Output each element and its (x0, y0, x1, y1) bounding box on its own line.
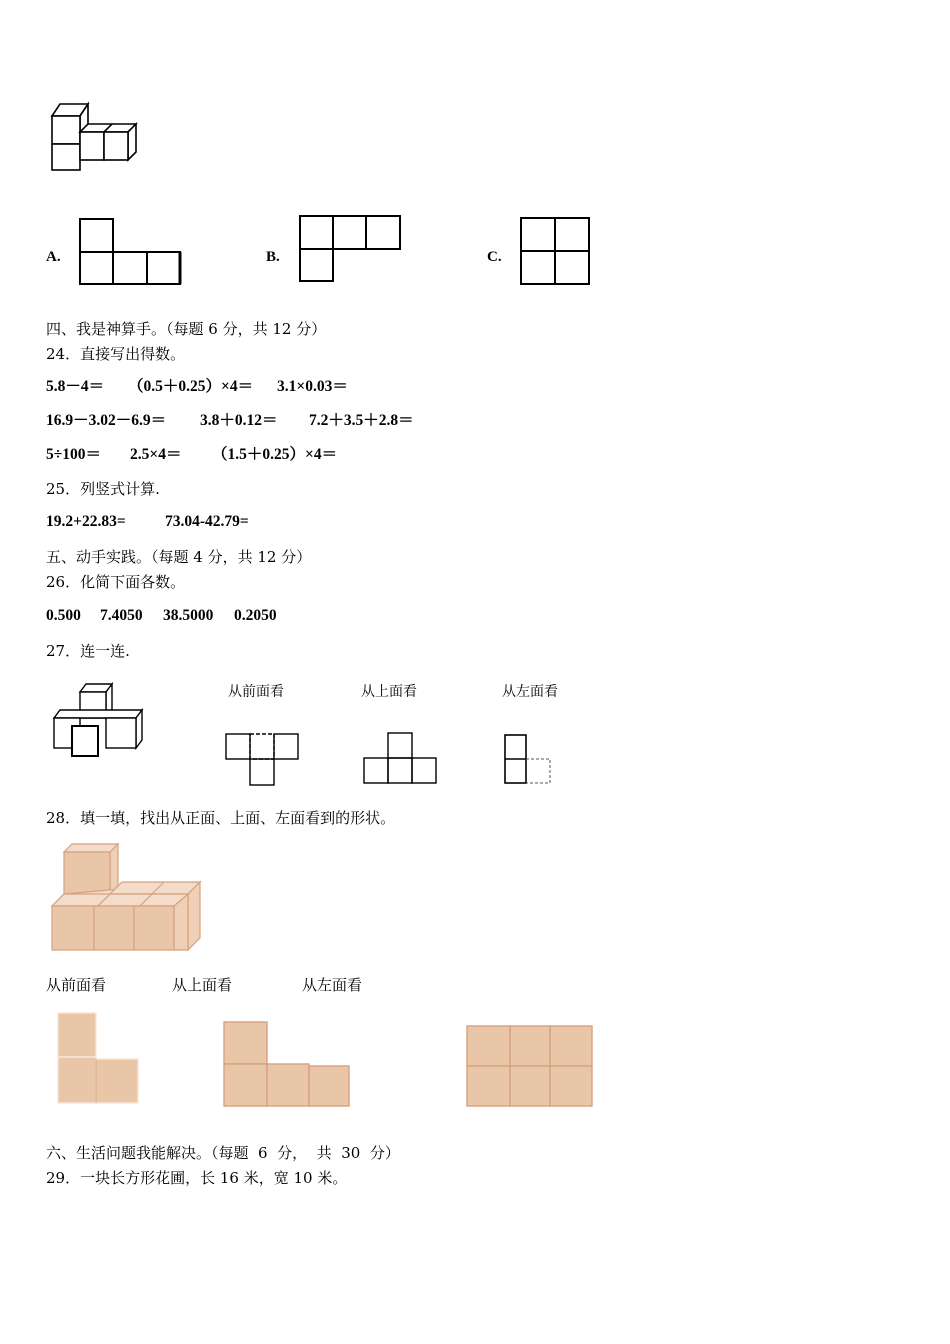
q24-row3-item1: 5÷100＝ (46, 446, 102, 463)
section5-header: 五、动手实践。（每题 4 分，共 12 分） (46, 548, 312, 566)
q28-view-top-label: 从上面看 (172, 976, 233, 994)
q26-number1: 0.500 (46, 607, 81, 624)
section6-header: 六、生活问题我能解决。（每题 6 分， 共 30 分） (46, 1144, 400, 1162)
q26-title: 26．化简下面各数。 (46, 573, 186, 591)
q28-view-left-label: 从左面看 (302, 976, 363, 994)
q27-view-left-figure[interactable] (504, 734, 556, 788)
q27-title: 27．连一连. (46, 642, 130, 660)
q24-row1-item3: 3.1×0.03＝ (277, 378, 348, 395)
q24-title: 24．直接写出得数。 (46, 345, 186, 363)
q25-title: 25．列竖式计算. (46, 480, 160, 498)
cube-stack-figure (48, 100, 140, 174)
q28-solid-figure (50, 842, 206, 954)
q26-number3: 38.5000 (163, 607, 214, 624)
q26-number4: 0.2050 (234, 607, 277, 624)
q24-row1-item2: （0.5＋0.25）×4＝ (128, 378, 254, 395)
q27-view-front-figure[interactable] (225, 733, 301, 787)
q28-view-left-figure[interactable] (465, 1024, 595, 1110)
q28-view-front-figure[interactable] (56, 1012, 142, 1106)
option-c-figure[interactable] (519, 216, 593, 286)
q25-item2: 73.04-42.79= (165, 513, 249, 530)
option-b-label: B. (266, 249, 280, 265)
section4-header: 四、我是神算手。（每题 6 分，共 12 分） (46, 320, 327, 338)
q24-row1-item1: 5.8－4＝ (46, 378, 105, 395)
q27-solid-figure (50, 682, 150, 758)
q28-view-top-figure[interactable] (222, 1020, 352, 1110)
q24-row3-item3: （1.5＋0.25）×4＝ (212, 446, 338, 463)
q24-row3-item2: 2.5×4＝ (130, 446, 182, 463)
q27-view-top-label: 从上面看 (361, 684, 417, 700)
option-c-label: C. (487, 249, 502, 265)
q28-title: 28．填一填，找出从正面、上面、左面看到的形状。 (46, 809, 396, 827)
q27-view-top-figure[interactable] (363, 732, 439, 786)
option-a-figure[interactable] (78, 217, 184, 287)
q24-row2-item2: 3.8＋0.12＝ (200, 412, 278, 429)
q27-view-front-label: 从前面看 (228, 684, 284, 700)
q26-number2: 7.4050 (100, 607, 143, 624)
q24-row2-item3: 7.2＋3.5＋2.8＝ (309, 412, 414, 429)
q25-item1: 19.2+22.83= (46, 513, 126, 530)
q29-title: 29．一块长方形花圃，长 16 米，宽 10 米。 (46, 1169, 348, 1187)
q24-row2-item1: 16.9－3.02－6.9＝ (46, 412, 167, 429)
q27-view-left-label: 从左面看 (502, 684, 558, 700)
option-a-label: A. (46, 249, 61, 265)
option-b-figure[interactable] (298, 214, 404, 284)
q28-view-front-label: 从前面看 (46, 976, 107, 994)
